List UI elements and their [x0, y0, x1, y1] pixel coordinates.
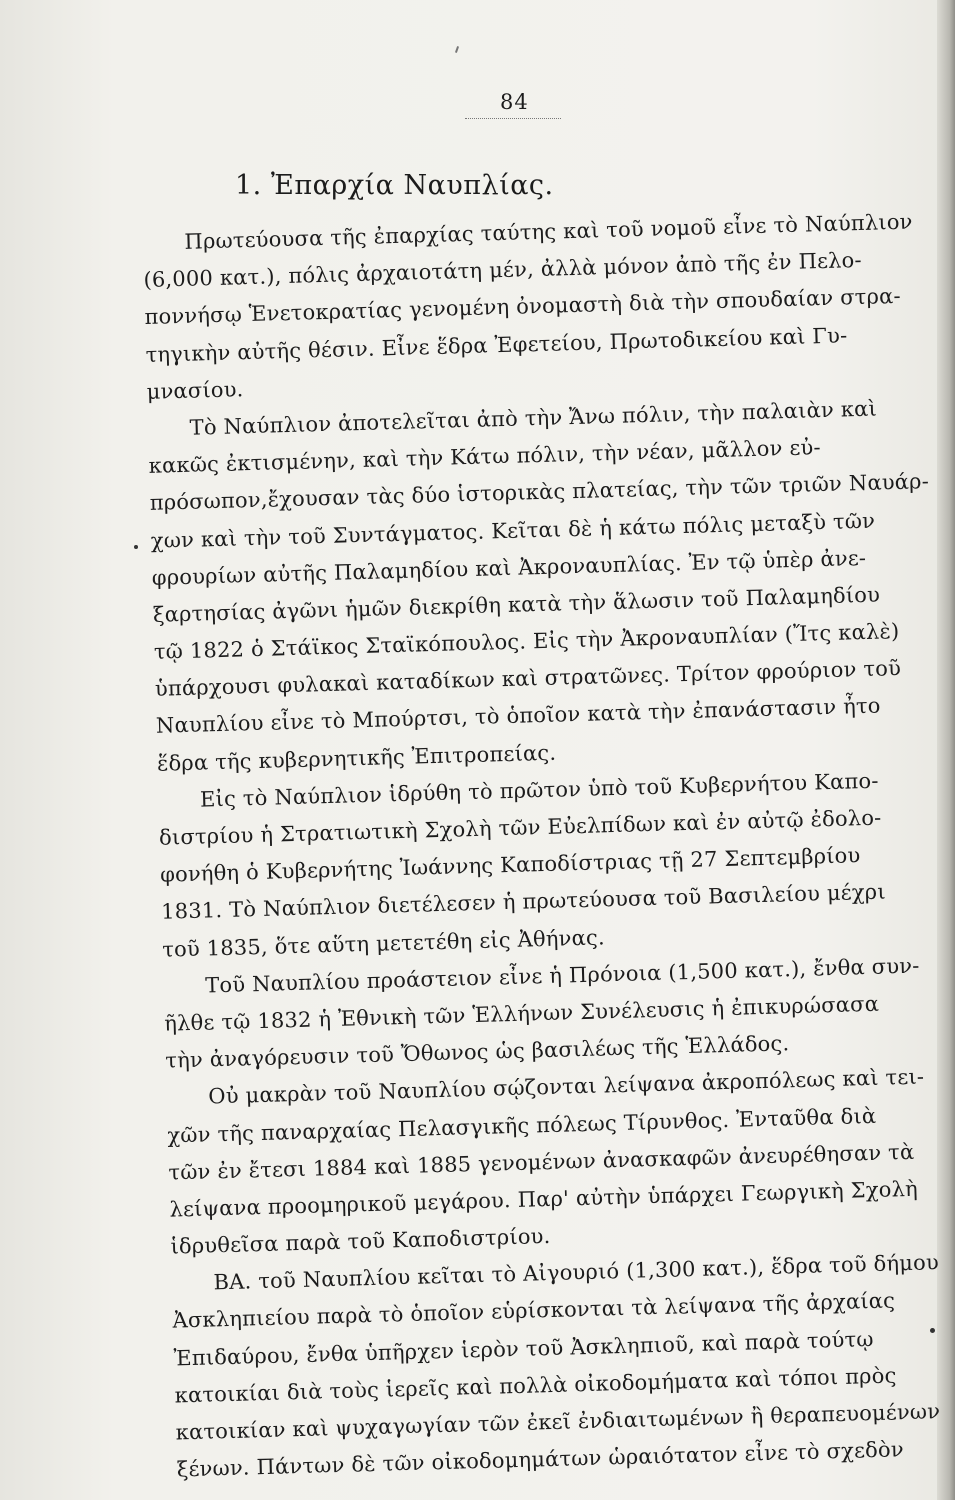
text-line: ΒΑ. τοῦ Ναυπλίου κεῖται τὸ Αἰγουριό (1,300 κατ.), ἕδρα τοῦ δήμου [213, 1250, 940, 1295]
text-line: χων καὶ τὴν τοῦ Συντάγματος. Κεῖται δὲ ἡ κάτω πόλις μεταξὺ τῶν [150, 508, 876, 553]
chapter-title: 1. Ἐπαρχία Ναυπλίας. [235, 170, 554, 201]
text-line: μνασίου. [146, 376, 244, 404]
text-line: πρόσωπον,ἔχουσαν τὰς δύο ἱστορικὰς πλατείας, τὴν τῶν τριῶν Ναυάρ- [149, 469, 930, 516]
text-line: Τὸ Ναύπλιον ἀποτελεῖται ἀπὸ τὴν Ἄνω πόλιν, τὴν παλαιὰν καὶ [189, 396, 878, 440]
text-line: ἕδρα τῆς κυβερνητικῆς Ἐπιτροπείας. [156, 740, 557, 776]
page-number: 84 [500, 90, 529, 114]
text-line: ξαρτησίας ἀγῶνι ἡμῶν διεκρίθη κατὰ τὴν ἅλωσιν τοῦ Παλαμηδίου [152, 582, 881, 627]
text-line: κακῶς ἐκτισμένην, καὶ τὴν Κάτω πόλιν, τὴν νέαν, μᾶλλον εὐ- [148, 435, 822, 479]
text-line: Οὐ μακρὰν τοῦ Ναυπλίου σῴζονται λείψανα ἀκροπόλεως καὶ τει- [208, 1064, 925, 1109]
text-line: Εἰς τὸ Ναύπλιον ἱδρύθη τὸ πρῶτον ὑπὸ τοῦ Κυβερνήτου Καπο- [199, 768, 879, 812]
text-line: χῶν τῆς παναρχαίας Πελασγικῆς πόλεως Τίρυνθος. Ἐνταῦθα διὰ [167, 1103, 877, 1148]
text-line: τῶν ἐν ἔτεσι 1884 καὶ 1885 γενομένων ἀνασκαφῶν ἀνευρέθησαν τὰ [168, 1139, 915, 1185]
text-line: Πρωτεύουσα τῆς ἐπαρχίας ταύτης καὶ τοῦ νομοῦ εἶνε τὸ Ναύπλιον [184, 209, 913, 254]
text-line: τοῦ 1835, ὅτε αὕτη μετετέθη εἰς Ἀθήνας. [161, 924, 606, 962]
text-line: λείψανα προομηρικοῦ μεγάρου. Παρ' αὐτὴν ὑπάρχει Γεωργικὴ Σχολὴ [169, 1176, 919, 1222]
text-line: Ἐπιδαύρου, ἔνθα ὑπῆρχεν ἱερὸν τοῦ Ἀσκληπιοῦ, καὶ παρὰ τούτῳ [173, 1326, 874, 1371]
text-line: 1831. Τὸ Ναύπλιον διετέλεσεν ἡ πρωτεύουσα τοῦ Βασιλείου μέχρι [160, 879, 887, 925]
ink-speck [134, 545, 138, 549]
text-line: Τοῦ Ναυπλίου προάστειον εἶνε ἡ Πρόνοια (1,500 κατ.), ἔνθα συν- [204, 953, 920, 998]
text-line: ἱδρυθεῖσα παρὰ τοῦ Καποδιστρίου. [170, 1224, 551, 1259]
text-line: ὑπάρχουσι φυλακαὶ καταδίκων καὶ στρατῶνες. Τρίτον φρούριον τοῦ [154, 656, 902, 702]
text-line: τὴν ἀναγόρευσιν τοῦ Ὄθωνος ὡς βασιλέως τῆς Ἑλλάδος. [165, 1031, 790, 1073]
ink-speck [455, 46, 459, 53]
text-line: κατοικίαν καὶ ψυχαγωγίαν τῶν ἐκεῖ ἐνδιαιτωμένων ἢ θεραπευομένων [175, 1399, 941, 1445]
text-line: Ἀσκληπιείου παρὰ τὸ ὁποῖον εὑρίσκονται τὰ λείψανα τῆς ἀρχαίας [172, 1288, 896, 1334]
text-line: (6,000 κατ.), πόλις ἀρχαιοτάτη μέν, ἀλλὰ μόνον ἀπὸ τῆς ἐν Πελο- [143, 248, 863, 293]
text-line: ποννήσῳ Ἑνετοκρατίας γενομένη ὀνομαστὴ διὰ τὴν σπουδαίαν στρα- [144, 284, 902, 330]
text-line: κατοικίαι διὰ τοὺς ἱερεῖς καὶ πολλὰ οἰκοδομήματα καὶ τόποι πρὸς [174, 1363, 897, 1408]
text-line: φρουρίων αὐτῆς Παλαμηδίου καὶ Ἀκροναυπλίας. Ἐν τῷ ὑπὲρ ἀνε- [151, 545, 867, 590]
ink-speck [930, 1328, 935, 1333]
text-line: ξένων. Πάντων δὲ τῶν οἰκοδομημάτων ὡραιότατον εἶνε τὸ σχεδὸν [176, 1437, 905, 1482]
text-line: διστρίου ἡ Στρατιωτικὴ Σχολὴ τῶν Εὐελπίδων καὶ ἐν αὐτῷ ἐδολο- [158, 805, 882, 850]
text-line: φονήθη ὁ Κυβερνήτης Ἰωάννης Καποδίστριας τῇ 27 Σεπτεμβρίου [159, 843, 861, 887]
body-text [142, 204, 947, 1489]
text-line: τῷ 1822 ὁ Στάϊκος Σταϊκόπουλος. Εἰς τὴν Ἀκροναυπλίαν (Ἴτς καλὲ) [153, 619, 900, 664]
text-line: τηγικὴν αὐτῆς θέσιν. Εἶνε ἕδρα Ἐφετείου, Πρωτοδικείου καὶ Γυ- [145, 322, 848, 367]
text-line: Ναυπλίου εἶνε τὸ Μπούρτσι, τὸ ὁποῖον κατὰ τὴν ἐπανάστασιν ἦτο [155, 694, 881, 739]
page-number-rule [465, 118, 561, 119]
text-line: ῆλθε τῷ 1832 ἡ Ἐθνικὴ τῶν Ἑλλήνων Συνέλευσις ἡ ἐπικυρώσασα [163, 991, 880, 1036]
